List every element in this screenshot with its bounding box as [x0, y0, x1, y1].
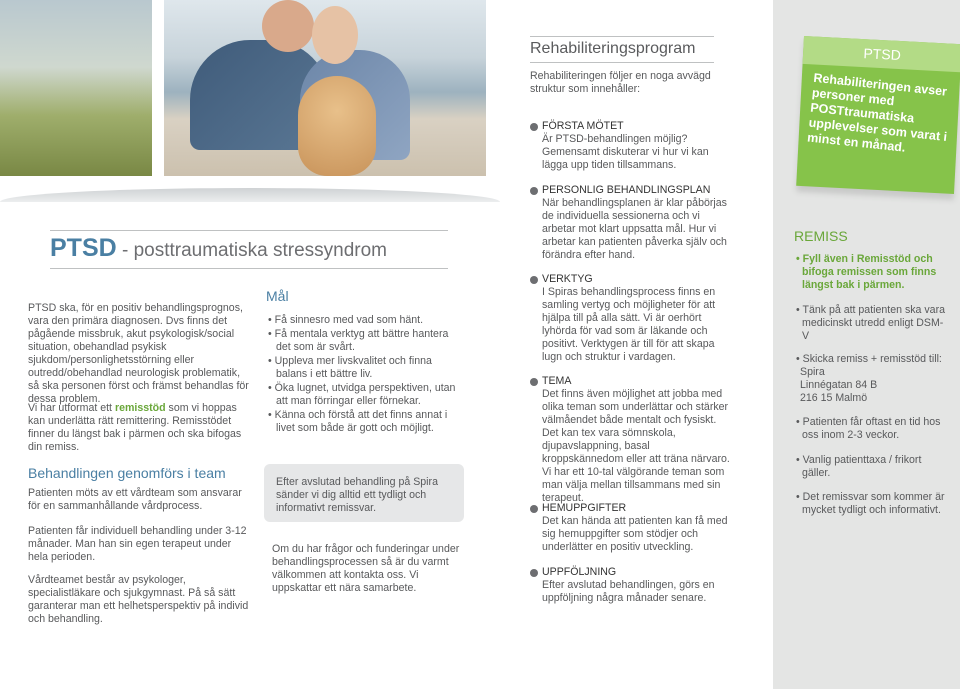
- bullet-dot-icon: [530, 187, 538, 195]
- remiss-item-span: Vanlig patienttaxa / frikort gäller.: [802, 454, 922, 479]
- remiss-pre: Vi har utformat ett: [28, 402, 115, 414]
- bullet-dot-icon: [530, 378, 538, 386]
- remiss-item-1: [794, 304, 950, 343]
- sticky-title: PTSD: [863, 45, 902, 64]
- remiss-item-3: [794, 416, 950, 442]
- program-rule-top: [530, 36, 714, 37]
- step-text: Efter avslutad behandlingen, görs en uppföljning några månader senare.: [542, 579, 715, 604]
- remiss-item-text: • Skicka remiss + remisstöd till:: [796, 353, 942, 365]
- goal-item: • Känna och förstå att det finns annat i livet som både är gott och möjligt.: [266, 409, 466, 435]
- title-bold: PTSD: [50, 234, 117, 262]
- callout-box: [264, 464, 464, 522]
- remiss-item-2: [794, 353, 950, 405]
- program-intro: Rehabiliteringen följer en noga avvägd struktur som innehåller:: [530, 70, 711, 95]
- goal-item: • Få sinnesro med vad som hänt.: [266, 314, 466, 327]
- remiss-item-span: Det remissvar som kommer är mycket tydligt och informativt.: [802, 491, 945, 516]
- step-title: UPPFÖLJNING: [542, 566, 617, 578]
- goal-item: • Öka lugnet, utvidga perspektiven, utan att man förringar eller förnekar.: [266, 382, 466, 408]
- bullet-dot-icon: [530, 505, 538, 513]
- sticky-note: [796, 36, 960, 194]
- section-title-team: Behandlingen genomförs i team: [28, 465, 226, 481]
- step-tools: [530, 273, 730, 364]
- photo-woman-head: [312, 6, 358, 64]
- step-text: I Spiras behandlingsprocess finns en samling vertyg och möjligheter för att hjälpa till på alla sätt. Vi är oerhört lyhörda för vad som är läkande och positivt. Verktygen är till för att skapa lugn och struktur i vardagen.: [542, 286, 716, 363]
- step-treatment-plan: [530, 184, 730, 262]
- remiss-item-text: • Det remissvar som kommer är mycket tydligt och informativt.: [796, 491, 945, 516]
- step-first-meeting: [530, 120, 730, 172]
- callout-text: Efter avslutad behandling på Spira sänder vi dig alltid ett tydligt och informativt remissvar.: [276, 476, 438, 514]
- bullet-dot-icon: [530, 123, 538, 131]
- goals-list: [266, 314, 466, 435]
- step-title: FÖRSTA MÖTET: [542, 120, 624, 132]
- remiss-post: som vi hoppas kan underlätta rätt remittering. Remisstödet finner du längst bak i pärmen och ska bifogas din remiss.: [28, 402, 242, 453]
- step-title: VERKTYG: [542, 273, 593, 285]
- photo-man-head: [262, 0, 314, 52]
- step-follow-up: [530, 566, 730, 605]
- address-line: Linnégatan 84 B: [800, 379, 878, 391]
- remiss-item-span: Skicka remiss + remisstöd till:: [802, 353, 942, 365]
- remiss-item-span: Tänk på att patienten ska vara medicinskt utredd enligt DSM-V: [802, 304, 945, 342]
- step-text: Det finns även möjlighet att jobba med olika teman som underlättar och stärker välmåendet både mentalt och fysiskt. Det kan tex vara sömnskola, djupavslappning, basal kroppskännedom eller att träna närvaro. Vi har ett 10-tal välgörande teman som man välja mellan tillsammans med sin terapeut.: [542, 388, 730, 504]
- sticky-text: Rehabiliteringen avser personer med POSTtraumatiska upplevelser som varat i minst en månad.: [806, 70, 948, 155]
- step-text: Är PTSD-behandlingen möjlig? Gemensamt diskuterar vi hur vi kan lägga upp tiden tillsammans.: [542, 133, 709, 171]
- remiss-item-text: • Vanlig patienttaxa / frikort gäller.: [796, 454, 922, 479]
- bullet-dot-icon: [530, 276, 538, 284]
- address-line: 216 15 Malmö: [800, 392, 868, 404]
- remiss-item-4: [794, 454, 950, 480]
- step-title: HEMUPPGIFTER: [542, 502, 627, 514]
- step-title: TEMA: [542, 375, 572, 387]
- step-homework: [530, 502, 730, 554]
- address-line: Spira: [800, 366, 825, 378]
- wheat-photo: [0, 0, 152, 192]
- page-title: [50, 234, 387, 263]
- step-title: PERSONLIG BEHANDLINGSPLAN: [542, 184, 711, 196]
- intro-paragraph: PTSD ska, för en positiv behandlingsprognos, vara den primära diagnosen. Dvs finns det pågående missbruk, akut psykologisk/social situation, obehandlad psykisk sjukdom/personlighetsstörning eller outredd/obehandlad neurologisk problematik, så ska personen först och främst behandlas för dessa problem.: [28, 302, 249, 405]
- remiss-highlight-span: Fyll även i Remisstöd och bifoga remissen som finns längst bak i pärmen.: [802, 253, 937, 291]
- remiss-item-text: • Tänk på att patienten ska vara medicinskt utredd enligt DSM-V: [796, 304, 945, 342]
- photo-gap: [152, 0, 164, 192]
- program-rule-bottom: [530, 62, 714, 63]
- remiss-word: remisstöd: [114, 402, 166, 414]
- remiss-item-span: Patienten får oftast en tid hos oss inom 2-3 veckor.: [802, 416, 941, 441]
- team-paragraph-2: Patienten får individuell behandling under 3-12 månader. Man han sin egen terapeut under hela perioden.: [28, 525, 247, 563]
- remiss-paragraph: [28, 402, 250, 454]
- team-paragraph-3: Vårdteamet består av psykologer, specialistläkare och sjukgymnast. På så sätt garanterar man ett helhetsperspektiv på individ och behandling.: [28, 574, 249, 625]
- title-rule-bottom: [50, 268, 448, 269]
- goal-item: • Få mentala verktyg att bättre hantera det som är svårt.: [266, 328, 466, 354]
- remiss-highlight-text: • Fyll även i Remisstöd och bifoga remissen som finns längst bak i pärmen.: [796, 253, 937, 291]
- step-text: Det kan hända att patienten kan få med sig hemuppgifter som stödjer och underlätter en positiv utveckling.: [542, 515, 728, 553]
- photo-dog: [298, 76, 376, 176]
- team-paragraph-1: Patienten möts av ett vårdteam som ansvarar för en sammanhållande vårdprocess.: [28, 487, 242, 512]
- goal-item: • Uppleva mer livskvalitet och finna balans i ett bättre liv.: [266, 355, 466, 381]
- step-theme: [530, 375, 730, 505]
- contact-paragraph: Om du har frågor och funderingar under behandlingsprocessen så är du varmt välkommen att kontakta oss. Vi uppskattar ett nära samarbete.: [272, 543, 460, 594]
- title-rest: - posttraumatiska stressyndrom: [116, 240, 387, 261]
- title-rule-top: [50, 230, 448, 231]
- remiss-item-text: • Patienten får oftast en tid hos oss inom 2-3 veckor.: [796, 416, 941, 441]
- remiss-item-5: [794, 491, 950, 517]
- step-text: När behandlingsplanen är klar påbörjas de individuella sessionerna och vi arbetar mot klart uppsatta mål. Hur vi arbetar kan patienten påverka själv och förändra efter hand.: [542, 197, 727, 261]
- bullet-dot-icon: [530, 569, 538, 577]
- program-title: Rehabiliteringsprogram: [530, 40, 696, 57]
- goals-section: [266, 288, 466, 448]
- remiss-highlight: [794, 253, 950, 292]
- remiss-title: REMISS: [794, 228, 848, 244]
- goals-title: Mål: [266, 288, 289, 304]
